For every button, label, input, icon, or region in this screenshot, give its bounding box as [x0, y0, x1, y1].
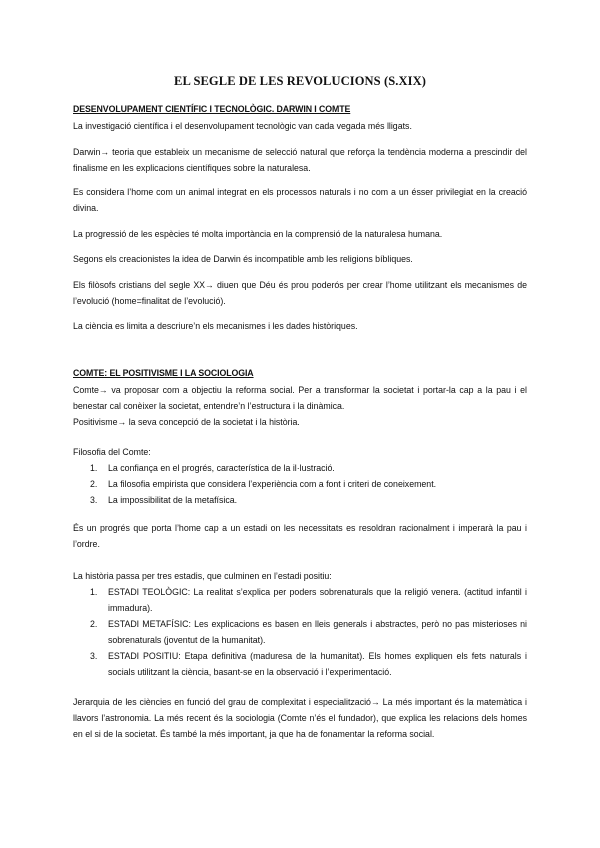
list-item-text: ESTADI POSITIU: Etapa definitiva (maduresa de la humanitat). Els homes expliquen els fets naturals i socials utilitzant la ciència, basant-se en la observació i l’experimentació. [108, 651, 527, 677]
list-item [90, 492, 527, 508]
paragraph: Positivisme→ la seva concepció de la societat i la història. [73, 417, 300, 427]
list-item-text: ESTADI TEOLÒGIC: La realitat s’explica per poders sobrenaturals que la religió venera. (actitud infantil i immadura). [108, 587, 527, 613]
list-item-text: ESTADI METAFÍSIC: Les explicacions es basen en lleis generals i abstractes, però no pas misterioses ni sobrenaturals (joventut de la humanitat). [108, 619, 527, 645]
list-item [90, 648, 527, 680]
list-item [90, 584, 527, 616]
paragraph: Segons els creacionistes la idea de Darwin és incompatible amb les religions bíbliques. [73, 254, 413, 264]
page-title: EL SEGLE DE LES REVOLUCIONS (S.XIX) [174, 74, 426, 88]
paragraph: Els filòsofs cristians del segle XX→ diuen que Déu és prou poderós per crear l’home utilitzant els mecanismes de l’evolució (home=finalitat de l’evolució). [73, 280, 527, 306]
list-label: La història passa per tres estadis, que culminen en l’estadi positiu: [73, 571, 332, 581]
list-item-text: La filosofia empirista que considera l’experiència com a font i criteri de coneixement. [108, 479, 437, 489]
paragraph: La progressió de les espècies té molta importància en la comprensió de la naturalesa humana. [73, 229, 443, 239]
list-item-text: La confiança en el progrés, característica de la il·lustració. [108, 463, 335, 473]
list-number: 1. [90, 587, 98, 597]
list-number: 3. [90, 651, 98, 661]
paragraph: És un progrés que porta l’home cap a un estadi on les necessitats es resoldran racionalment i imperarà la pau i l’ordre. [73, 523, 527, 549]
paragraph: Darwin→ teoria que estableix un mecanisme de selecció natural que reforça la tendència moderna a prescindir del finalisme en les explicacions científiques sobre la naturalesa. [73, 147, 527, 173]
list-item-text: La impossibilitat de la metafísica. [108, 495, 238, 505]
list-label: Filosofia del Comte: [73, 447, 151, 457]
paragraph: La ciència es limita a descriure’n els mecanismes i les dades històriques. [73, 321, 358, 331]
list-number: 3. [90, 495, 98, 505]
paragraph: La investigació científica i el desenvolupament tecnològic van cada vegada més lligats. [73, 121, 412, 131]
paragraph: Comte→ va proposar com a objectiu la reforma social. Per a transformar la societat i portar-la cap a la pau i el benestar cal conèixer la societat, entendre’n l’estructura i la dinàmica. [73, 385, 527, 411]
section-heading-comte: COMTE: EL POSITIVISME I LA SOCIOLOGIA [73, 368, 254, 378]
list-number: 2. [90, 479, 98, 489]
list-number: 2. [90, 619, 98, 629]
paragraph: Jerarquia de les ciències en funció del grau de complexitat i especialització→ La més important és la matemàtica i llavors l’astronomia. La més recent és la sociologia (Comte n’és el fundador), que explica les relacions dels homes en el si de la societat. És també la més important, ja que ha de fonamentar la reforma social. [73, 697, 527, 739]
section-heading-darwin: DESENVOLUPAMENT CIENTÍFIC I TECNOLÒGIC. DARWIN I COMTE [73, 104, 351, 114]
list-item [90, 616, 527, 648]
paragraph: Es considera l’home com un animal integrat en els processos naturals i no com a un ésser privilegiat en la creació divina. [73, 187, 527, 213]
list-item [90, 476, 527, 492]
list-item [90, 460, 527, 476]
list-number: 1. [90, 463, 98, 473]
